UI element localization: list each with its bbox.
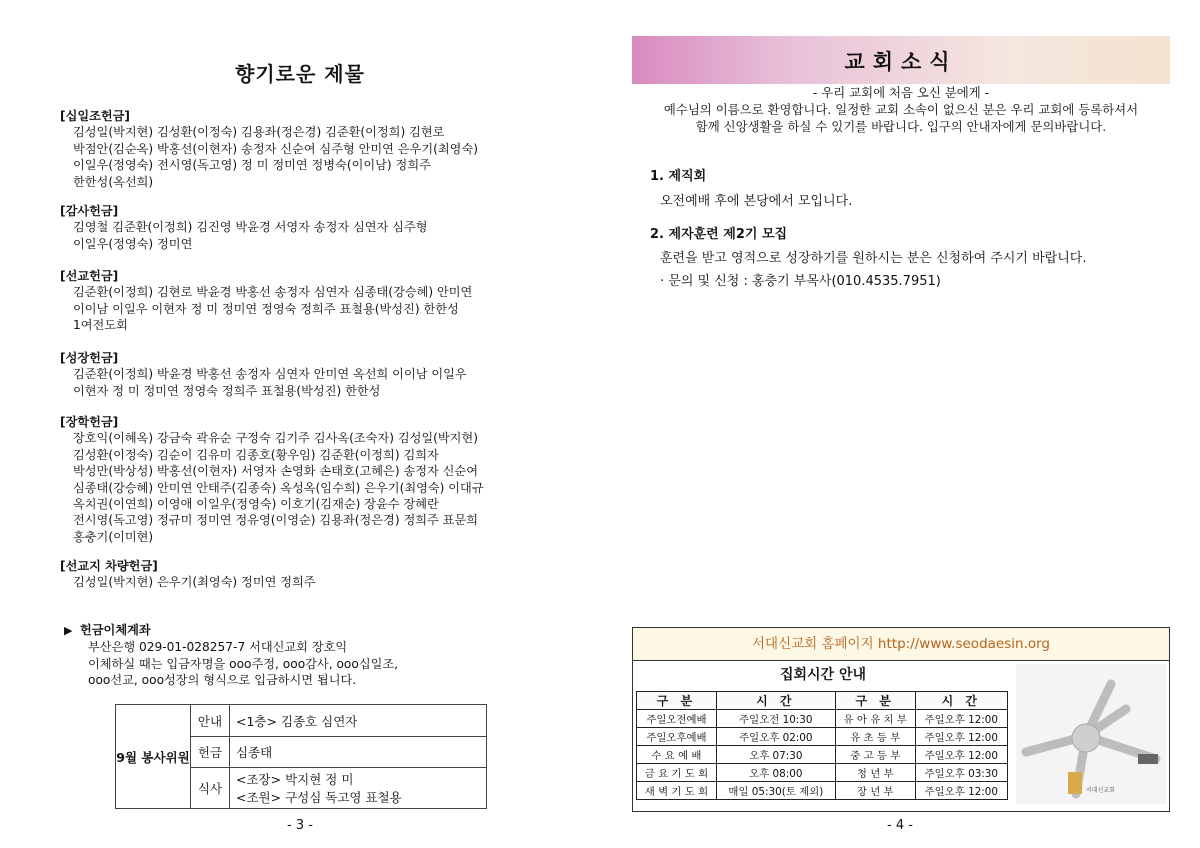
offering-section — [60, 558, 540, 591]
offering-section — [60, 268, 540, 334]
offering-category: [선교헌금] — [60, 269, 119, 283]
offering-name-line: 장호익(이혜옥) 강금숙 곽유순 구정숙 김기주 김사옥(조숙자) 김성일(박지현) — [73, 431, 478, 446]
offering-name-line: 김성일(박지현) 김성환(이정숙) 김용좌(정은경) 김준환(이정희) 김현로 — [73, 125, 445, 140]
schedule-cell: 주일오후 12:00 — [915, 710, 1007, 728]
offering-category: [십일조헌금] — [60, 109, 131, 123]
offering-name-line: 김준환(이정희) 박윤경 박홍선 송정자 심연자 안미연 옥선희 이이남 이일우 — [73, 367, 467, 382]
volunteer-names: 심종태 — [230, 737, 487, 768]
offering-section — [60, 414, 540, 545]
offering-section — [60, 350, 540, 399]
news-line: · 문의 및 신청 : 홍충기 부목사(010.4535.7951) — [660, 274, 941, 289]
offering-section — [60, 203, 540, 252]
offering-name-line: 심종태(강승혜) 안미연 안태주(김종숙) 옥성옥(임수희) 은우기(최영숙) 이대규 — [73, 480, 484, 495]
church-location-map — [1016, 664, 1166, 804]
offering-name-line: 박점안(김순옥) 박홍선(이현자) 송정자 신순여 심주형 안미연 은우기(최영숙) — [73, 141, 478, 156]
news-heading: 1. 제직회 — [650, 169, 707, 184]
offering-category: [장학헌금] — [60, 415, 119, 429]
transfer-line: 부산은행 029-01-028257-7 서대신교회 장호익 — [88, 640, 348, 655]
offering-category: [선교지 차량헌금] — [60, 559, 158, 573]
welcome-line: 함께 신앙생활을 하실 수 있기를 바랍니다. 입구의 안내자에게 문의바랍니다. — [695, 119, 1107, 134]
schedule-cell: 주일오후 03:30 — [915, 764, 1007, 782]
schedule-cell: 유 아 유 치 부 — [835, 710, 915, 728]
schedule-cell: 주일오전예배 — [637, 710, 717, 728]
schedule-cell: 수 요 예 배 — [637, 746, 717, 764]
offering-section — [60, 108, 540, 190]
offering-names — [60, 284, 540, 333]
offering-name-line: 1여전도회 — [73, 318, 128, 333]
schedule-header: 구 분 — [835, 692, 915, 710]
schedule-header: 구 분 — [637, 692, 717, 710]
schedule-row — [637, 710, 1008, 728]
offering-name-line: 김성일(박지현) 은우기(최영숙) 정미연 정희주 — [73, 575, 316, 590]
news-line: 오전예배 후에 본당에서 모입니다. — [660, 194, 853, 209]
schedule-row — [637, 782, 1008, 800]
offering-name-line: 이일우(정영숙) 전시영(독고영) 정 미 정미연 정병숙(이이남) 정희주 — [73, 158, 431, 173]
volunteer-table — [115, 704, 487, 809]
map-vehicle-icon — [1138, 754, 1158, 764]
arrow-icon: ▶ — [64, 624, 73, 637]
offering-name-line: 홍충기(이미현) — [73, 529, 154, 544]
schedule-cell: 중 고 등 부 — [835, 746, 915, 764]
welcome-message — [632, 84, 1170, 135]
offering-name-line: 전시영(독고영) 정규미 정미연 정유영(이영순) 김용좌(정은경) 정희주 표문희 — [73, 513, 478, 528]
homepage-link[interactable]: 서대신교회 홈페이지 http://www.seodaesin.org — [633, 628, 1169, 661]
offering-names — [60, 574, 540, 590]
schedule-row — [637, 764, 1008, 782]
offering-names — [60, 366, 540, 399]
volunteer-role: 헌금 — [191, 737, 230, 768]
offering-name-line: 한한성(옥선희) — [73, 174, 154, 189]
schedule-cell: 주일오전 10:30 — [716, 710, 835, 728]
church-building-icon — [1068, 772, 1082, 794]
offering-name-line: 김영철 김준환(이정희) 김진영 박윤경 서영자 송정자 심연자 심주형 — [73, 220, 428, 235]
volunteer-role: 안내 — [191, 705, 230, 737]
page-number-left: - 3 - — [287, 818, 313, 833]
schedule-cell: 오후 08:00 — [716, 764, 835, 782]
offering-name-line: 박성만(박상성) 박홍선(이현자) 서영자 손영화 손태호(고혜은) 송정자 신순여 — [73, 464, 478, 479]
transfer-line: ooo선교, ooo성장의 형식으로 입금하시면 됩니다. — [88, 673, 357, 688]
offering-category: [성장헌금] — [60, 351, 119, 365]
schedule-cell: 장 년 부 — [835, 782, 915, 800]
schedule-cell: 유 초 등 부 — [835, 728, 915, 746]
offering-category: [감사헌금] — [60, 204, 119, 218]
news-heading: 2. 제자훈련 제2기 모집 — [650, 227, 788, 242]
transfer-account-section — [64, 622, 544, 689]
schedule-cell: 주일오후예배 — [637, 728, 717, 746]
map-church-label: 서대신교회 — [1086, 787, 1115, 794]
schedule-title: 집회시간 안내 — [779, 667, 867, 683]
offering-name-line: 이현자 정 미 정미연 정영숙 정희주 표철용(박성진) 한한성 — [73, 383, 381, 398]
schedule-cell: 주일오후 12:00 — [915, 782, 1007, 800]
schedule-cell: 주일오후 12:00 — [915, 728, 1007, 746]
welcome-line: - 우리 교회에 처음 오신 분에게 - — [812, 85, 990, 100]
page-number-right: - 4 - — [887, 818, 913, 833]
schedule-cell: 매일 05:30(토 제외) — [716, 782, 835, 800]
offering-page-title: 향기로운 제물 — [235, 62, 365, 86]
schedule-cell: 금 요 기 도 회 — [637, 764, 717, 782]
offering-name-line: 김준환(이정희) 김현로 박윤경 박홍선 송정자 심연자 심종태(강승혜) 안미연 — [73, 285, 473, 300]
schedule-cell: 새 벽 기 도 회 — [637, 782, 717, 800]
transfer-title: 헌금이체계좌 — [80, 623, 151, 637]
schedule-header: 시 간 — [716, 692, 835, 710]
volunteer-names: <1층> 김종호 심연자 — [230, 705, 487, 737]
schedule-header: 시 간 — [915, 692, 1007, 710]
news-line: 훈련을 받고 영적으로 성장하기를 원하시는 분은 신청하여 주시기 바랍니다. — [660, 251, 1087, 266]
offering-names — [60, 219, 540, 252]
schedule-table — [636, 691, 1008, 800]
schedule-cell: 오후 07:30 — [716, 746, 835, 764]
schedule-cell: 주일오후 02:00 — [716, 728, 835, 746]
map-roundabout — [1072, 724, 1100, 752]
volunteer-role: 식사 — [191, 768, 230, 809]
volunteer-line: <조원> 구성심 독고영 표철용 — [236, 790, 402, 805]
news-page-title: 교회소식 — [844, 50, 958, 74]
schedule-cell: 청 년 부 — [835, 764, 915, 782]
welcome-line: 예수님의 이름으로 환영합니다. 일정한 교회 소속이 없으신 분은 우리 교회에 등록하셔서 — [663, 102, 1139, 117]
schedule-cell: 주일오후 12:00 — [915, 746, 1007, 764]
schedule-row — [637, 728, 1008, 746]
offering-name-line: 이일우(정영숙) 정미연 — [73, 236, 193, 251]
offering-names — [60, 430, 540, 545]
offering-name-line: 옥치권(이연희) 이영애 이일우(정영숙) 이호기(김재순) 장윤수 장혜란 — [73, 497, 439, 512]
offering-name-line: 김성환(이정숙) 김순이 김유미 김종호(황우임) 김준환(이정희) 김희자 — [73, 447, 439, 462]
transfer-line: 이체하실 때는 입금자명을 ooo주정, ooo감사, ooo십일조, — [88, 656, 399, 671]
volunteer-names-multi — [230, 768, 487, 809]
volunteer-line: <조장> 박지현 정 미 — [236, 772, 354, 787]
volunteer-month-label: 9월 봉사위원 — [116, 705, 191, 809]
offering-names — [60, 124, 540, 190]
schedule-row — [637, 746, 1008, 764]
offering-name-line: 이이남 이일우 이현자 정 미 정미연 정영숙 정희주 표철용(박성진) 한한성 — [73, 301, 459, 316]
